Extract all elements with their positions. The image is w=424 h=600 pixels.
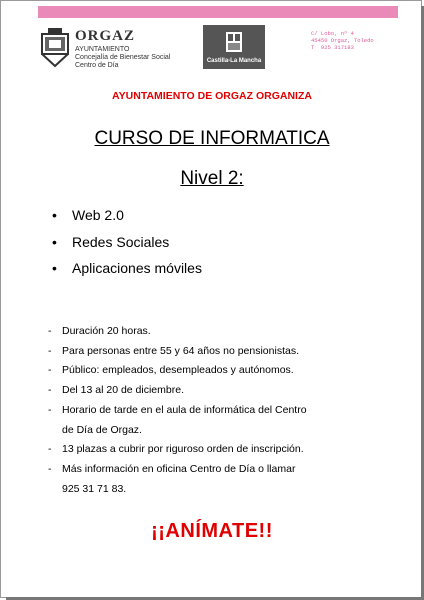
- dash-icon: -: [48, 462, 52, 475]
- orgaz-title: ORGAZ: [75, 28, 136, 44]
- detail-item: [48, 381, 307, 401]
- detail-item: [48, 401, 307, 421]
- dash-icon: -: [48, 325, 52, 337]
- orgaz-subtitle-2: Concejalía de Bienestar Social: [75, 54, 171, 61]
- orgaz-subtitle-3: Centro de Día: [75, 62, 119, 69]
- bullet-icon: •: [52, 207, 57, 223]
- detail-item-continuation: [48, 480, 307, 500]
- header-pink-bar: [38, 6, 398, 18]
- detail-item: [48, 440, 307, 460]
- clm-name: Castilla-La Mancha: [206, 58, 262, 64]
- detail-text: Del 13 al 20 de diciembre.: [62, 384, 184, 397]
- detail-item: [48, 460, 307, 480]
- detail-text: 925 31 71 83.: [62, 482, 127, 495]
- address-line: 45450 Orgaz, Toledo: [311, 37, 374, 44]
- detail-item: [48, 322, 307, 342]
- detail-item: [48, 361, 307, 381]
- dash-icon: -: [48, 344, 52, 357]
- dash-icon: -: [48, 384, 52, 397]
- topic-list: [52, 207, 202, 287]
- topic-label: Aplicaciones móviles: [72, 260, 202, 276]
- detail-text: 13 plazas a cubrir por riguroso orden de inscripción.: [62, 443, 304, 456]
- clm-crest-icon: [225, 31, 243, 53]
- organizer-heading: AYUNTAMIENTO DE ORGAZ ORGANIZA: [112, 90, 312, 102]
- topic-item: [52, 207, 202, 234]
- details-list: [48, 322, 307, 499]
- bullet-icon: •: [52, 233, 57, 250]
- topic-item: [52, 234, 202, 261]
- topic-label: Redes Sociales: [72, 233, 170, 250]
- course-level: Nivel 2:: [180, 168, 244, 189]
- orgaz-logo: [40, 26, 190, 72]
- detail-item: [48, 342, 307, 362]
- bullet-icon: •: [52, 260, 57, 276]
- detail-text: Más información en oficina Centro de Día o llamar: [62, 462, 296, 475]
- address-line: C/ Lobo, nº 4: [311, 30, 354, 37]
- address-block: [311, 30, 374, 51]
- topic-label: Web 2.0: [72, 207, 124, 223]
- address-line: T 925 317183: [311, 44, 354, 51]
- castilla-la-mancha-logo: [203, 25, 265, 69]
- call-to-action: ¡¡ANÍMATE!!: [151, 520, 273, 542]
- course-title: CURSO DE INFORMATICA: [94, 128, 330, 149]
- orgaz-shield-icon: [40, 26, 70, 68]
- detail-text: Público: empleados, desempleados y autónomos.: [62, 364, 294, 377]
- detail-text: Duración 20 horas.: [62, 325, 151, 337]
- detail-item-continuation: [48, 421, 307, 441]
- dash-icon: -: [48, 403, 52, 416]
- detail-text: de Día de Orgaz.: [62, 423, 142, 436]
- detail-text: Horario de tarde en el aula de informática del Centro: [62, 403, 307, 416]
- dash-icon: -: [48, 364, 52, 377]
- orgaz-subtitle-1: AYUNTAMIENTO: [75, 46, 130, 53]
- detail-text: Para personas entre 55 y 64 años no pensionistas.: [62, 344, 299, 357]
- topic-item: [52, 260, 202, 287]
- dash-icon: -: [48, 443, 52, 456]
